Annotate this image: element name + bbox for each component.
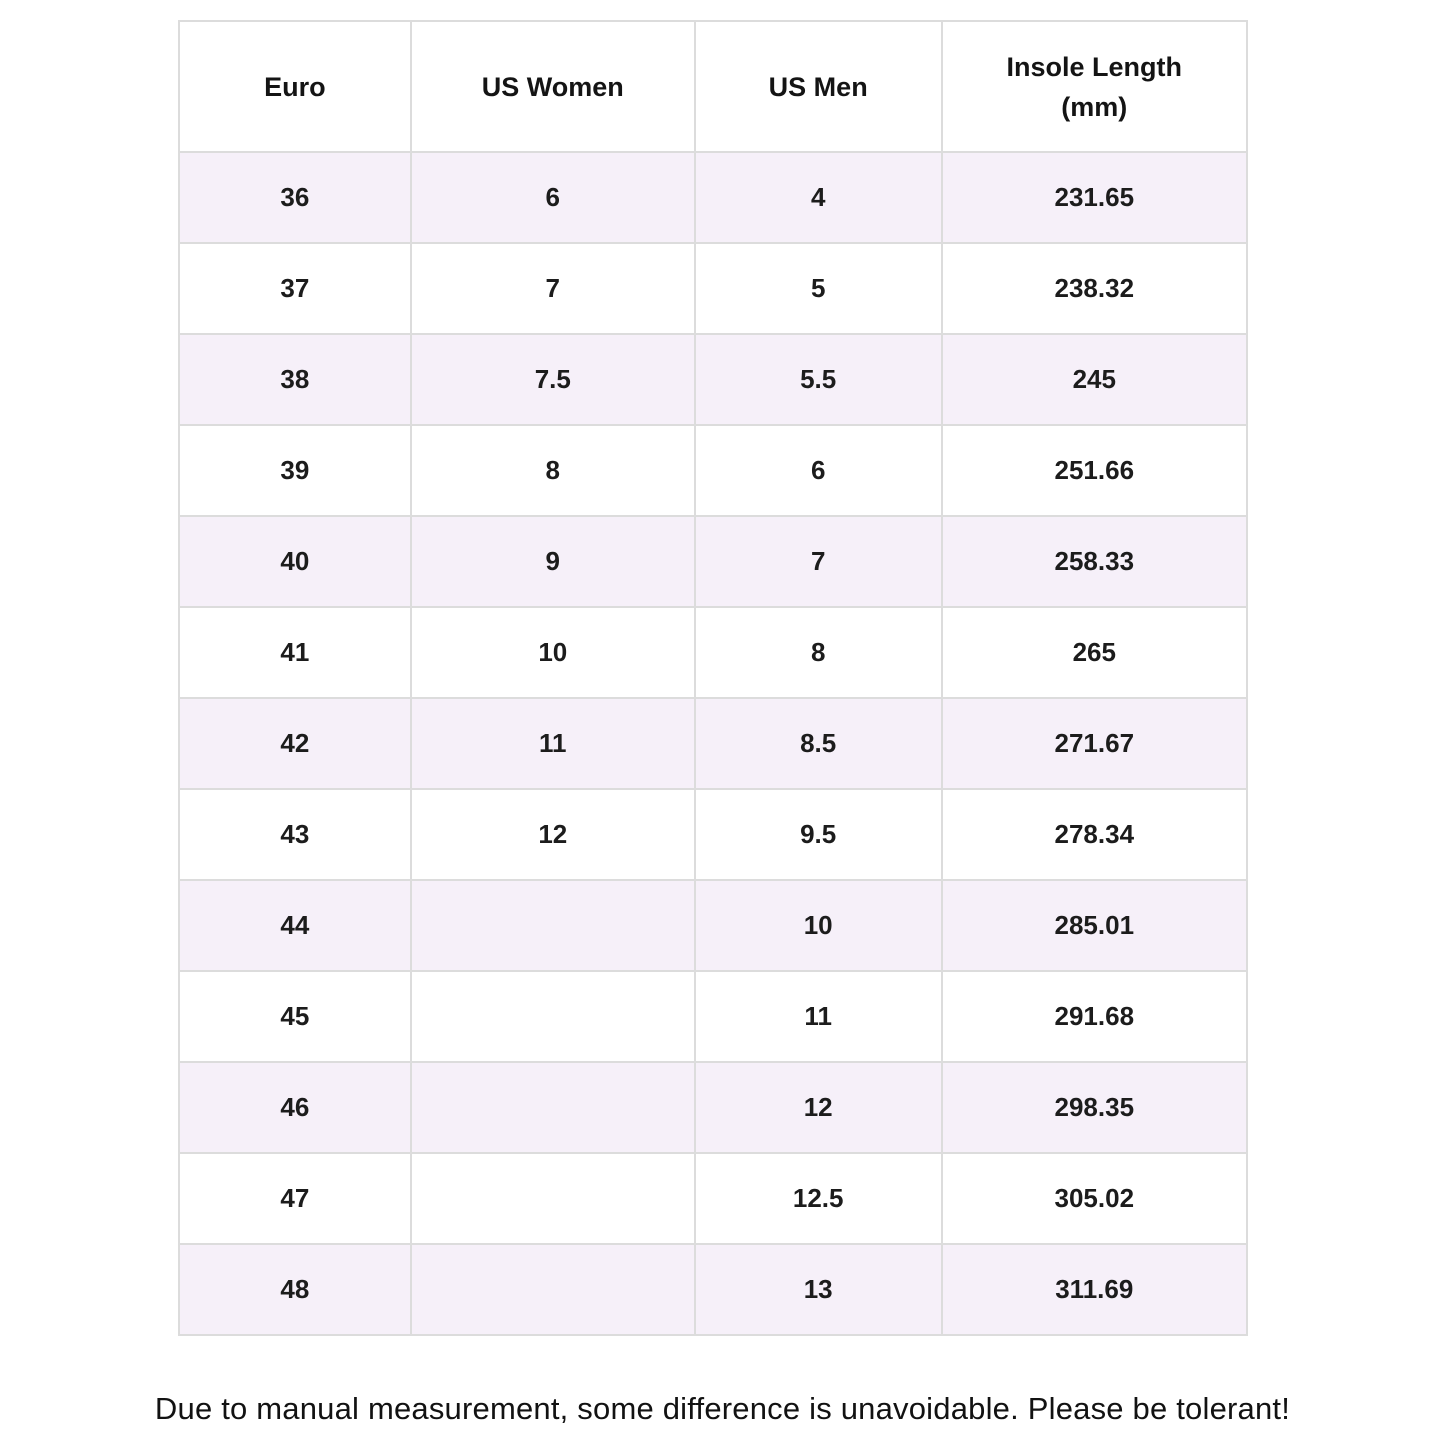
table-cell: 38 [179, 334, 411, 425]
table-cell: 11 [411, 698, 695, 789]
table-row [179, 1062, 1247, 1153]
table-cell: 9.5 [695, 789, 942, 880]
table-cell: 37 [179, 243, 411, 334]
table-cell: 39 [179, 425, 411, 516]
table-cell: 311.69 [942, 1244, 1247, 1335]
table-cell: 11 [695, 971, 942, 1062]
table-cell: 44 [179, 880, 411, 971]
table-row [179, 698, 1247, 789]
table-row [179, 789, 1247, 880]
table-cell: 10 [411, 607, 695, 698]
header-row [179, 21, 1247, 152]
table-cell: 6 [411, 152, 695, 243]
table-row [179, 880, 1247, 971]
table-row [179, 516, 1247, 607]
table-cell: 245 [942, 334, 1247, 425]
table-cell: 12 [695, 1062, 942, 1153]
table-cell: 36 [179, 152, 411, 243]
table-cell: 7 [411, 243, 695, 334]
table-cell: 9 [411, 516, 695, 607]
table-row [179, 334, 1247, 425]
table-cell: 13 [695, 1244, 942, 1335]
table-cell: 46 [179, 1062, 411, 1153]
column-header-us-men [695, 21, 942, 152]
table-cell [411, 1153, 695, 1244]
table-row [179, 1153, 1247, 1244]
column-header-label: Euro [264, 71, 326, 102]
table-row [179, 607, 1247, 698]
size-chart-table [178, 20, 1248, 1336]
table-cell: 42 [179, 698, 411, 789]
table-row [179, 971, 1247, 1062]
measurement-disclaimer: Due to manual measurement, some difference is unavoidable. Please be tolerant! [154, 1391, 1291, 1426]
table-cell: 47 [179, 1153, 411, 1244]
table-cell: 278.34 [942, 789, 1247, 880]
table-cell: 291.68 [942, 971, 1247, 1062]
column-header-insole-length [942, 21, 1247, 152]
table-cell: 265 [942, 607, 1247, 698]
table-cell [411, 971, 695, 1062]
table-cell: 4 [695, 152, 942, 243]
table-cell: 5 [695, 243, 942, 334]
column-header-sub: (mm) [1061, 91, 1128, 122]
table-cell [411, 1062, 695, 1153]
table-cell: 258.33 [942, 516, 1247, 607]
table-row [179, 243, 1247, 334]
table-cell: 251.66 [942, 425, 1247, 516]
column-header-label: US Men [768, 71, 868, 102]
table-row [179, 425, 1247, 516]
table-cell [411, 1244, 695, 1335]
size-chart [178, 20, 1248, 1336]
table-cell: 231.65 [942, 152, 1247, 243]
table-cell: 6 [695, 425, 942, 516]
table-cell [411, 880, 695, 971]
table-cell: 41 [179, 607, 411, 698]
table-cell: 7.5 [411, 334, 695, 425]
table-cell: 5.5 [695, 334, 942, 425]
table-cell: 8 [411, 425, 695, 516]
table-cell: 7 [695, 516, 942, 607]
table-cell: 12.5 [695, 1153, 942, 1244]
column-header-label: Insole Length [1006, 51, 1183, 82]
table-body [179, 152, 1247, 1335]
column-header-us-women [411, 21, 695, 152]
table-row [179, 152, 1247, 243]
table-cell: 271.67 [942, 698, 1247, 789]
table-cell: 40 [179, 516, 411, 607]
table-cell: 285.01 [942, 880, 1247, 971]
table-cell: 8 [695, 607, 942, 698]
table-cell: 48 [179, 1244, 411, 1335]
table-cell: 298.35 [942, 1062, 1247, 1153]
table-cell: 45 [179, 971, 411, 1062]
table-cell: 8.5 [695, 698, 942, 789]
column-header-label: US Women [481, 71, 624, 102]
column-header-euro [179, 21, 411, 152]
table-cell: 43 [179, 789, 411, 880]
table-row [179, 1244, 1247, 1335]
table-cell: 238.32 [942, 243, 1247, 334]
table-cell: 12 [411, 789, 695, 880]
table-cell: 305.02 [942, 1153, 1247, 1244]
table-cell: 10 [695, 880, 942, 971]
